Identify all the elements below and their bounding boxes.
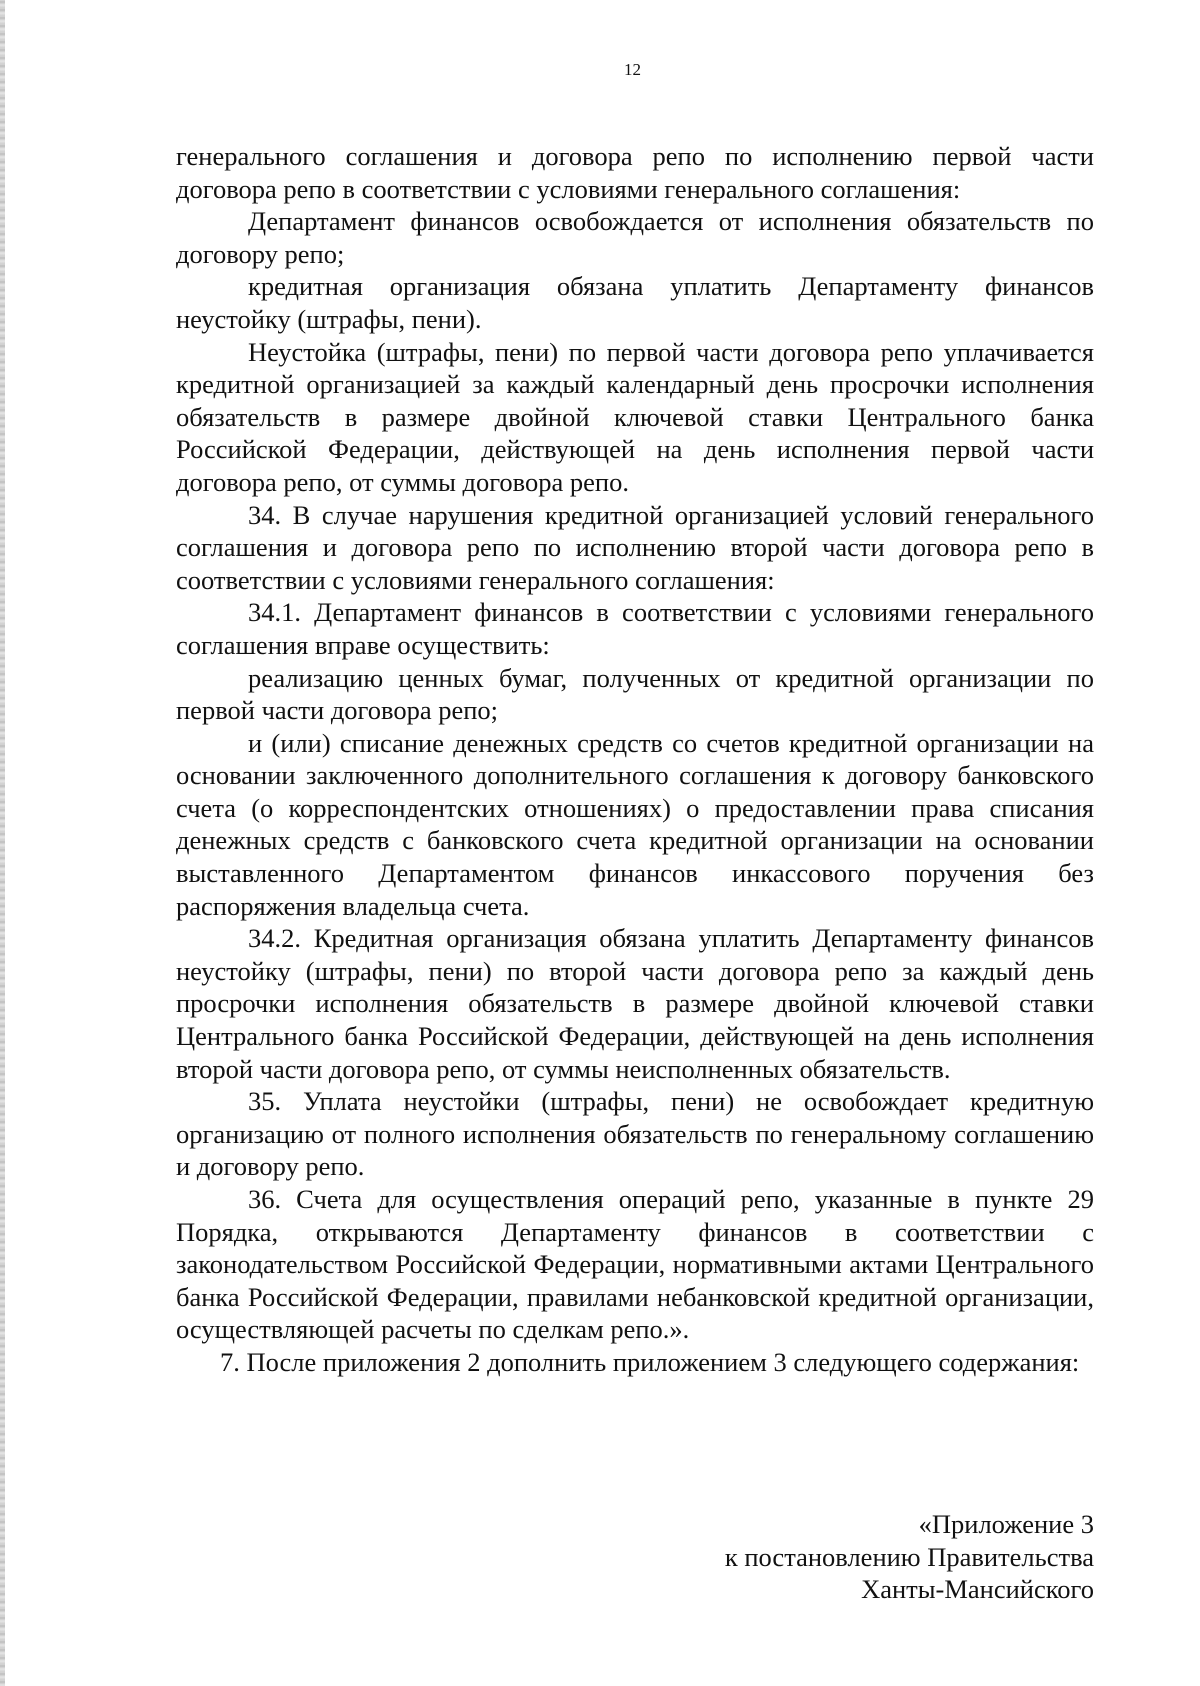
appendix-header xyxy=(600,1508,1094,1606)
paragraph: кредитная организация обязана уплатить Департаменту финансов неустойку (штрафы, пени). xyxy=(176,271,1094,334)
paragraph-item-34-2: 34.2. Кредитная организация обязана уплатить Департаменту финансов неустойку (штрафы, пени) по второй части договора репо за каждый день просрочки исполнения обязательств в размере двойной ключевой ставки Центрального банка Российской Федерации, действующей на день исполнения второй части договора репо, от суммы неисполненных обязательств. xyxy=(176,923,1094,1084)
paragraph-item-36: 36. Счета для осуществления операций репо, указанные в пункте 29 Порядка, открываются Департаменту финансов в соответствии с законодательством Российской Федерации, нормативными актами Центрального банка Российской Федерации, правилами небанковской кредитной организации, осуществляющей расчеты по сделкам репо.». xyxy=(176,1184,1094,1345)
paragraph: Департамент финансов освобождается от исполнения обязательств по договору репо; xyxy=(176,206,1094,269)
paragraph-item-34-1: 34.1. Департамент финансов в соответствии с условиями генерального соглашения вправе осуществить: xyxy=(176,597,1094,660)
appendix-line: Ханты-Мансийского xyxy=(861,1574,1094,1605)
appendix-title: «Приложение 3 xyxy=(918,1509,1094,1539)
document-body xyxy=(176,140,1094,1379)
paragraph-item-34: 34. В случае нарушения кредитной организацией условий генерального соглашения и договора репо по исполнению второй части договора репо в соответствии с условиями генерального соглашения: xyxy=(176,499,1094,595)
page-number: 12 xyxy=(624,60,641,79)
paragraph-item-7: 7. После приложения 2 дополнить приложением 3 следующего содержания: xyxy=(220,1346,1080,1377)
paragraph-item-35: 35. Уплата неустойки (штрафы, пени) не освобождает кредитную организацию от полного исполнения обязательств по генеральному соглашению и договору репо. xyxy=(176,1086,1094,1182)
appendix-line: к постановлению Правительства xyxy=(724,1541,1094,1572)
scan-edge xyxy=(0,0,5,1686)
paragraph-continuation: генерального соглашения и договора репо по исполнению первой части договора репо в соответствии с условиями генерального соглашения: xyxy=(176,141,1094,204)
paragraph: реализацию ценных бумаг, полученных от кредитной организации по первой части договора репо; xyxy=(176,662,1094,726)
paragraph: Неустойка (штрафы, пени) по первой части договора репо уплачивается кредитной организацией за каждый календарный день просрочки исполнения обязательств в размере двойной ключевой ставки Центрального банка Российской Федерации, действующей на день исполнения первой части договора репо, от суммы договора репо. xyxy=(176,336,1094,497)
paragraph: и (или) списание денежных средств со счетов кредитной организации на основании заключенного дополнительного соглашения к договору банковского счета (о корреспондентских отношениях) о предоставлении права списания денежных средств с банковского счета кредитной организации на основании выставленного Департаментом финансов инкассового поручения без распоряжения владельца счета. xyxy=(176,727,1094,921)
